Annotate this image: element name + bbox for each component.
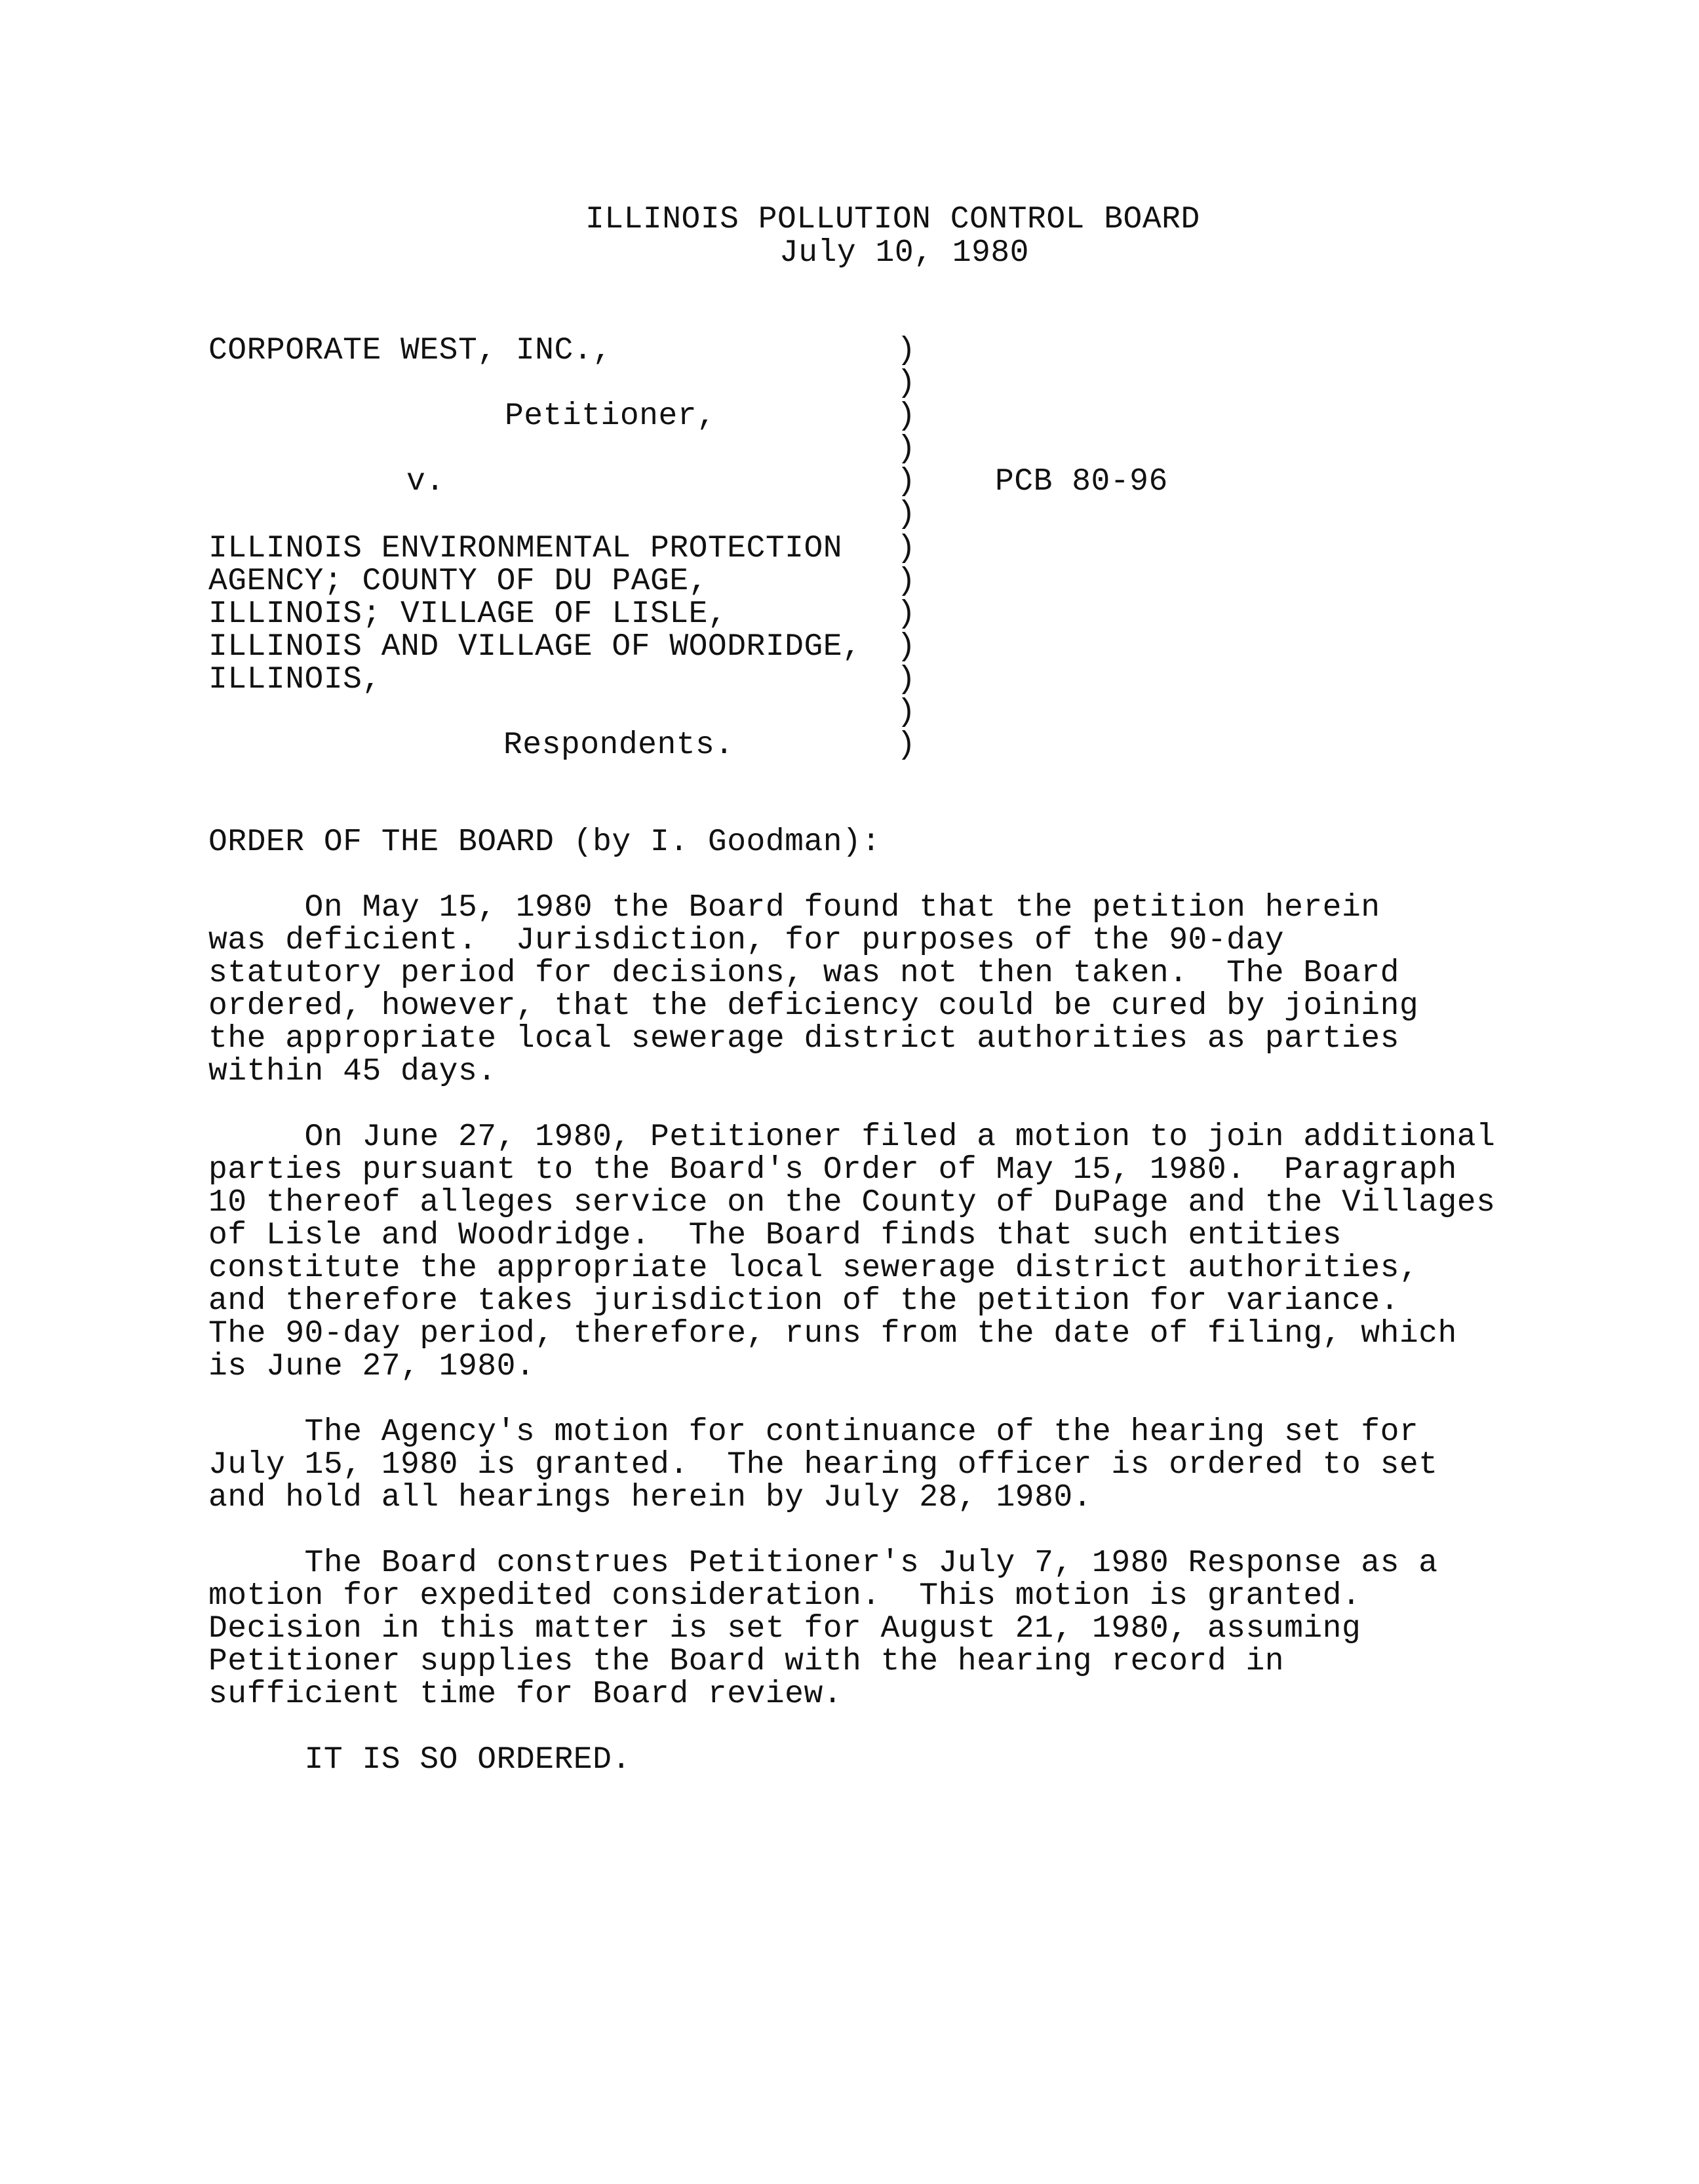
respondent-line: ILLINOIS AND VILLAGE OF WOODRIDGE, [208,629,862,665]
paragraph-line: The 90-day period, therefore, runs from the date of filing, which [208,1316,1457,1352]
caption-paren: ) [897,333,916,368]
paragraph-line: and therefore takes jurisdiction of the petition for variance. [208,1283,1399,1319]
order-heading: ORDER OF THE BOARD (by I. Goodman): [208,825,881,860]
paragraph-line: On May 15, 1980 the Board found that the petition herein [208,890,1380,926]
paragraph-line: The Board construes Petitioner's July 7, 1980 Response as a [208,1546,1438,1581]
paragraph-line: sufficient time for Board review. [208,1677,843,1712]
paragraph-line: statutory period for decisions, was not then taken. The Board [208,956,1399,991]
order-date: July 10, 1980 [779,235,1029,271]
paragraph-line: of Lisle and Woodridge. The Board finds that such entities [208,1218,1342,1253]
caption-paren: ) [897,531,916,566]
caption-paren: ) [897,464,916,499]
paragraph-line: parties pursuant to the Board's Order of May 15, 1980. Paragraph [208,1152,1457,1188]
caption-paren: ) [897,366,916,401]
caption-paren: ) [897,596,916,632]
versus-label: v. [406,464,445,499]
caption-paren: ) [897,728,916,763]
respondent-line: ILLINOIS, [208,662,381,697]
paragraph-line: and hold all hearings herein by July 28, 1980. [208,1480,1093,1515]
paragraph-line: Decision in this matter is set for August 21, 1980, assuming [208,1611,1361,1647]
respondents-role: Respondents. [503,728,734,763]
paragraph-line: ordered, however, that the deficiency could be cured by joining [208,988,1419,1024]
paragraph-line: Petitioner supplies the Board with the hearing record in [208,1644,1285,1679]
caption-paren: ) [897,695,916,730]
paragraph-line: was deficient. Jurisdiction, for purposes of the 90-day [208,923,1285,958]
board-title: ILLINOIS POLLUTION CONTROL BOARD [585,202,1200,237]
caption-paren: ) [897,399,916,434]
caption-paren: ) [897,497,916,532]
paragraph-line: the appropriate local sewerage district authorities as parties [208,1021,1399,1057]
caption-paren: ) [897,662,916,697]
respondent-line: ILLINOIS; VILLAGE OF LISLE, [208,596,728,632]
caption-paren: ) [897,431,916,467]
paragraph-line: July 15, 1980 is granted. The hearing officer is ordered to set [208,1447,1438,1483]
case-number: PCB 80-96 [995,464,1168,499]
paragraph-line: On June 27, 1980, Petitioner filed a motion to join additional [208,1120,1496,1155]
petitioner-role: Petitioner, [505,399,716,434]
respondent-line: AGENCY; COUNTY OF DU PAGE, [208,564,708,599]
paragraph-line: within 45 days. [208,1054,497,1089]
paragraph-line: is June 27, 1980. [208,1349,536,1384]
paragraph-line: The Agency's motion for continuance of the hearing set for [208,1414,1419,1450]
caption-paren: ) [897,629,916,665]
closing-line: IT IS SO ORDERED. [208,1742,631,1778]
respondent-line: ILLINOIS ENVIRONMENTAL PROTECTION [208,531,843,566]
caption-paren: ) [897,564,916,599]
paragraph-line: constitute the appropriate local sewerage district authorities, [208,1251,1419,1286]
paragraph-line: motion for expedited consideration. This motion is granted. [208,1578,1361,1614]
paragraph-line: 10 thereof alleges service on the County of DuPage and the Villages [208,1185,1496,1220]
petitioner-name: CORPORATE WEST, INC., [208,333,612,368]
